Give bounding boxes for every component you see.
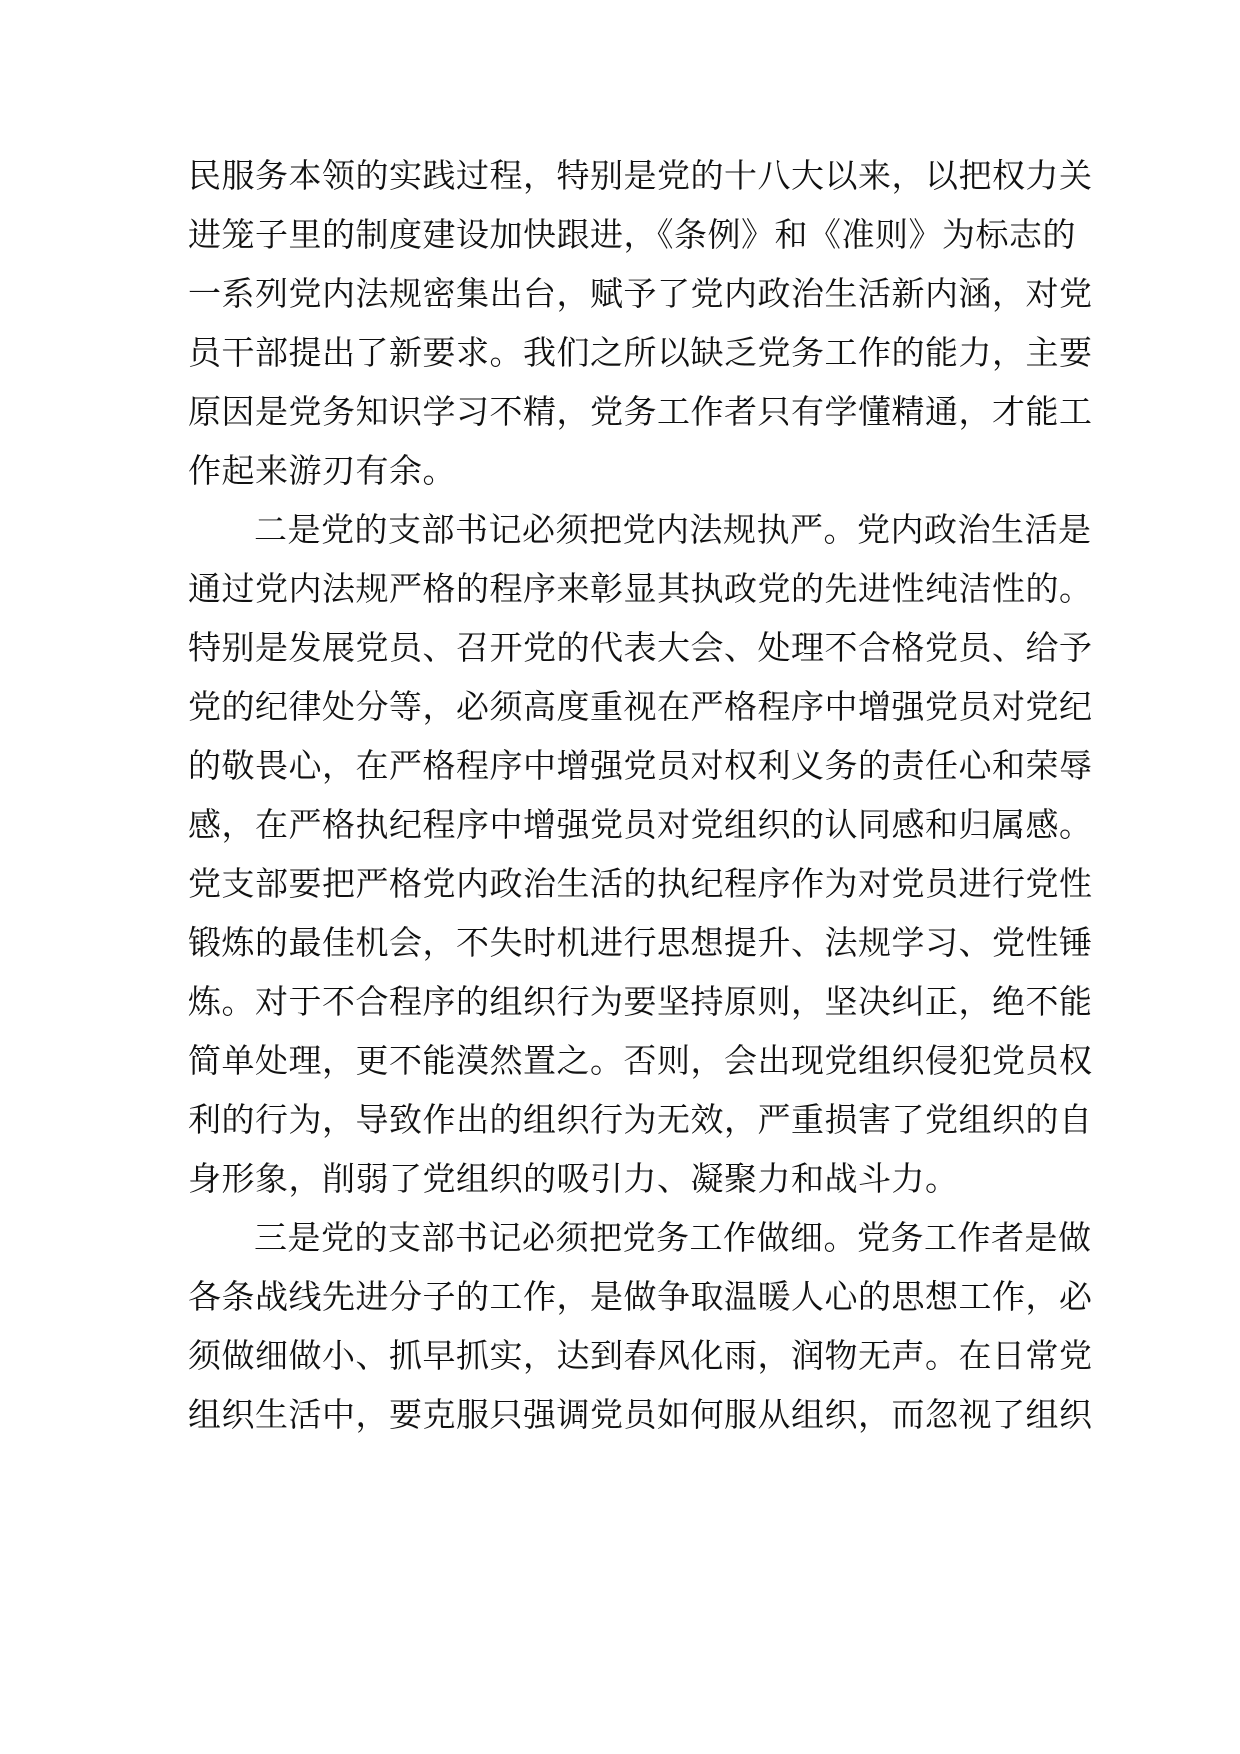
text-line-20: 各条战线先进分子的工作，是做争取温暖人心的思想工作，必 xyxy=(188,1277,1093,1316)
text-line-17: 利的行为，导致作出的组织行为无效，严重损害了党组织的自 xyxy=(188,1100,1093,1139)
text-line-10: 党的纪律处分等，必须高度重视在严格程序中增强党员对党纪 xyxy=(188,687,1093,726)
text-line-16: 简单处理，更不能漠然置之。否则，会出现党组织侵犯党员权 xyxy=(188,1041,1093,1080)
text-line-13: 党支部要把严格党内政治生活的执纪程序作为对党员进行党性 xyxy=(188,864,1093,903)
text-line-18: 身形象，削弱了党组织的吸引力、凝聚力和战斗力。 xyxy=(188,1159,959,1198)
text-line-6: 作起来游刃有余。 xyxy=(188,451,456,490)
text-line-2: 进笼子里的制度建设加快跟进，《条例》和《准则》为标志的 xyxy=(188,215,1076,254)
text-line-15: 炼。对于不合程序的组织行为要坚持原则，坚决纠正，绝不能 xyxy=(188,982,1093,1021)
text-line-9: 特别是发展党员、召开党的代表大会、处理不合格党员、给予 xyxy=(188,628,1093,667)
text-line-8: 通过党内法规严格的程序来彰显其执政党的先进性纯洁性的。 xyxy=(188,569,1093,608)
paragraph-2-start: 二是党的支部书记必须把党内法规执严。党内政治生活是 xyxy=(254,510,1092,549)
text-line-3: 一系列党内法规密集出台，赋予了党内政治生活新内涵，对党 xyxy=(188,274,1093,313)
text-line-21: 须做细做小、抓早抓实，达到春风化雨，润物无声。在日常党 xyxy=(188,1336,1093,1375)
text-line-11: 的敬畏心，在严格程序中增强党员对权利义务的责任心和荣辱 xyxy=(188,746,1093,785)
paragraph-3-start: 三是党的支部书记必须把党务工作做细。党务工作者是做 xyxy=(254,1218,1092,1257)
text-line-1: 民服务本领的实践过程，特别是党的十八大以来，以把权力关 xyxy=(188,156,1093,195)
text-line-4: 员干部提出了新要求。我们之所以缺乏党务工作的能力，主要 xyxy=(188,333,1093,372)
text-line-5: 原因是党务知识学习不精，党务工作者只有学懂精通，才能工 xyxy=(188,392,1093,431)
text-line-12: 感，在严格执纪程序中增强党员对党组织的认同感和归属感。 xyxy=(188,805,1093,844)
text-line-22: 组织生活中，要克服只强调党员如何服从组织，而忽视了组织 xyxy=(188,1395,1093,1434)
text-line-14: 锻炼的最佳机会，不失时机进行思想提升、法规学习、党性锤 xyxy=(188,923,1093,962)
